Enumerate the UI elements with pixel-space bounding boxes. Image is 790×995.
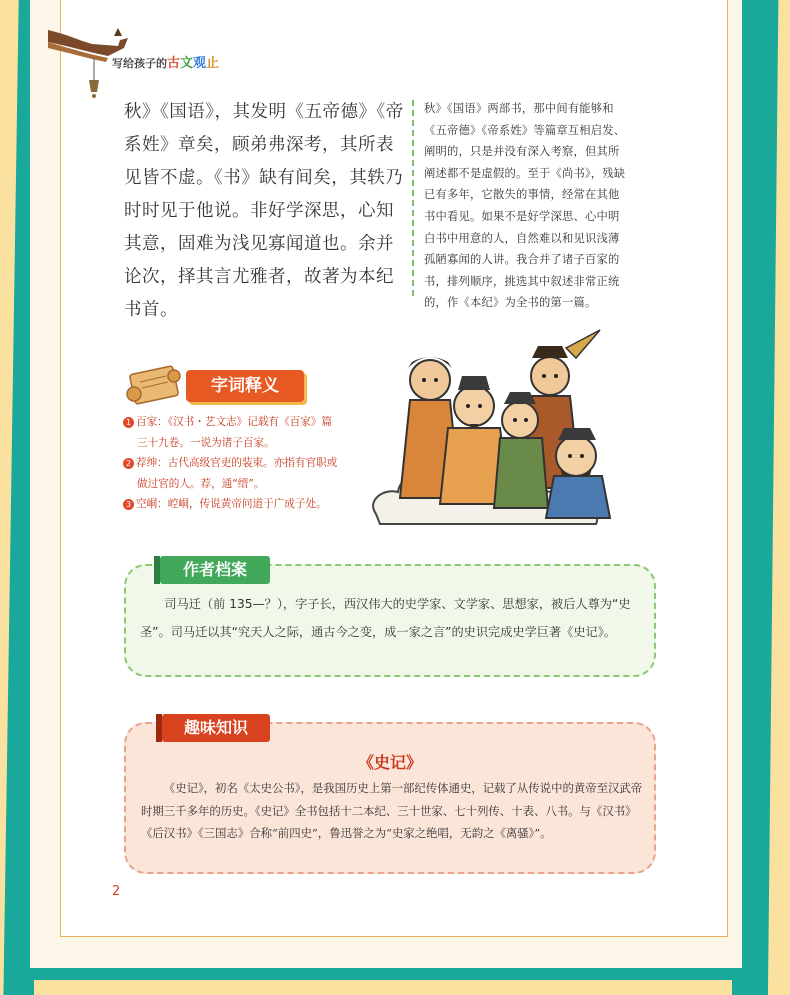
header-char: 文	[180, 56, 194, 71]
original-line: 系姓》章矣，顾弟弗深考，其所表	[124, 135, 394, 155]
translation-line: 书，排列顺序，挑选其中叙述非常正统	[424, 274, 620, 288]
glossary-list	[123, 412, 373, 515]
translation-line: 阐明的，只是并没有深入考察，但其所	[424, 145, 620, 159]
header-char: 止	[206, 56, 220, 71]
original-line: 论次，择其言尤雅者，故著为本纪	[124, 267, 394, 287]
translation-line: 的，作《本纪》为全书的第一篇。	[424, 296, 597, 310]
translation-line: 《五帝德》《帝系姓》等篇章互相启发、	[424, 123, 626, 137]
glossary-item	[123, 453, 373, 494]
fun-knowledge-text: 《史记》，初名《太史公书》，是我国历史上第一部纪传体通史，记载了从传说中的黄帝至汉武帝时期三千多年的历史。《史记》全书包括十二本纪、三十世家、七十列传、十表、八书。与《汉书》《后汉书》《三国志》合称“前四史”，鲁迅誉之为“史家之绝唱，无韵之《离骚》”。	[141, 781, 643, 841]
original-line: 时时见于他说。非好学深思，心知	[124, 201, 394, 221]
translation-line: 秋》《国语》两部书，那中间有能够和	[424, 102, 614, 115]
ancient-figures-illustration	[370, 328, 632, 528]
glossary-item	[123, 494, 373, 515]
header-series-title	[112, 52, 219, 71]
fun-knowledge-tab: 趣味知识	[162, 714, 270, 742]
original-text	[124, 96, 406, 327]
scroll-icon	[124, 364, 186, 408]
left-teal-band	[0, 0, 34, 995]
header-prefix: 写给孩子的	[112, 57, 167, 70]
glossary-item	[123, 412, 373, 453]
translation-line: 书中看见。如果不是好学深思、心中明	[424, 209, 620, 223]
translation-line: 白书中用意的人，自然难以和见识浅薄	[424, 231, 620, 245]
glossary-line: 三十九卷。一说为诸子百家。	[137, 436, 275, 449]
glossary-number: 3	[123, 499, 134, 510]
glossary-line: 荐绅：古代高级官吏的装束。亦指有官职或	[136, 457, 338, 470]
original-line: 其意，固难为浅见寡闻道也。余并	[124, 234, 394, 254]
original-line: 书首。	[124, 300, 178, 320]
glossary-number: 1	[123, 417, 134, 428]
header-char: 古	[167, 56, 181, 71]
glossary-line: 百家：《汉书・艺文志》记载有《百家》篇	[136, 416, 332, 428]
author-profile-tab: 作者档案	[160, 556, 270, 584]
fun-knowledge-heading: 《史记》	[357, 753, 422, 772]
translation-line: 已有多年，它散失的事情，经常在其他	[424, 188, 620, 202]
glossary-number: 2	[123, 458, 134, 469]
column-divider	[412, 100, 414, 296]
author-profile-text: 司马迁（前 135—？），字子长，西汉伟大的史学家、文学家、思想家，被后人尊为“史圣”。司马迁以其“究天人之际，通古今之变，成一家之言”的史识完成史学巨著《史记》。	[140, 597, 631, 639]
original-line: 秋》《国语》，其发明《五帝德》《帝	[124, 102, 404, 122]
glossary-line: 空峒：崆峒，传说黄帝问道于广成子处。	[136, 498, 327, 511]
translation-line: 孤陋寡闻的人讲。我合并了诸子百家的	[424, 253, 620, 267]
glossary-title: 字词释义	[186, 370, 304, 402]
header-char: 观	[193, 56, 207, 71]
translation-line: 阐述都不是虚假的。至于《尚书》，残缺	[424, 166, 626, 180]
page-number: 2	[112, 884, 121, 899]
translation-text	[424, 98, 659, 314]
glossary-line: 做过官的人。荐，通“缙”。	[137, 477, 265, 490]
original-line: 见皆不虚。《书》缺有间矣，其轶乃	[124, 168, 404, 188]
